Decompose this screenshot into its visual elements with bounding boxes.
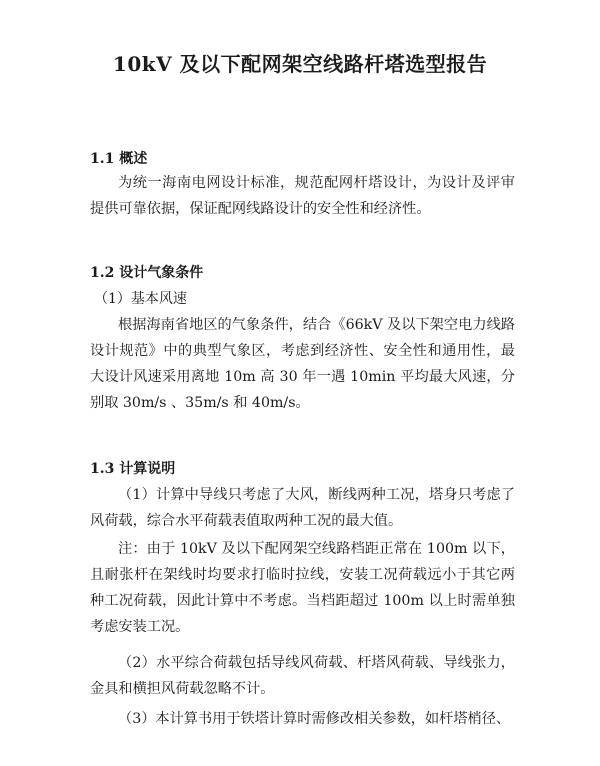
calc-paragraph-1: （1）计算中导线只考虑了大风，断线两种工况，塔身只考虑了风荷载，综合水平荷载表值取两种工况的最大值。 (90, 487, 515, 529)
calc-note-paragraph: 注：由于 10kV 及以下配网架空线路档距正常在 100m 以下，且耐张杆在架线时均要求打临时拉线，安装工况荷载远小于其它两种工况荷载，因此计算中不考虑。当档距超过 100m 以上时需单独考虑安装工况。 (90, 541, 515, 635)
section-heading-overview: 1.1 概述 (90, 151, 148, 167)
subheading-wind-speed: （1）基本风速 (94, 291, 187, 307)
section-heading-weather: 1.2 设计气象条件 (90, 265, 204, 281)
calc-paragraph-2: （2）水平综合荷载包括导线风荷载、杆塔风荷载、导线张力，金具和横担风荷载忽略不计。 (90, 655, 515, 697)
weather-paragraph: 根据海南省地区的气象条件，结合《66kV 及以下架空电力线路设计规范》中的典型气象区，考虑到经济性、安全性和通用性，最大设计风速采用离地 10m 高 30 年一遇 10min 平均最大风速，分别取 30m/s 、35m/s 和 40m/s。 (90, 317, 515, 411)
overview-paragraph: 为统一海南电网设计标准，规范配网杆塔设计，为设计及评审提供可靠依据，保证配网线路设计的安全性和经济性。 (90, 175, 515, 217)
document-title: 10kV 及以下配网架空线路杆塔选型报告 (112, 52, 488, 76)
section-heading-calculation: 1.3 计算说明 (90, 461, 176, 477)
calc-paragraph-3: （3）本计算书用于铁塔计算时需修改相关参数，如杆塔梢径、 (118, 711, 511, 727)
